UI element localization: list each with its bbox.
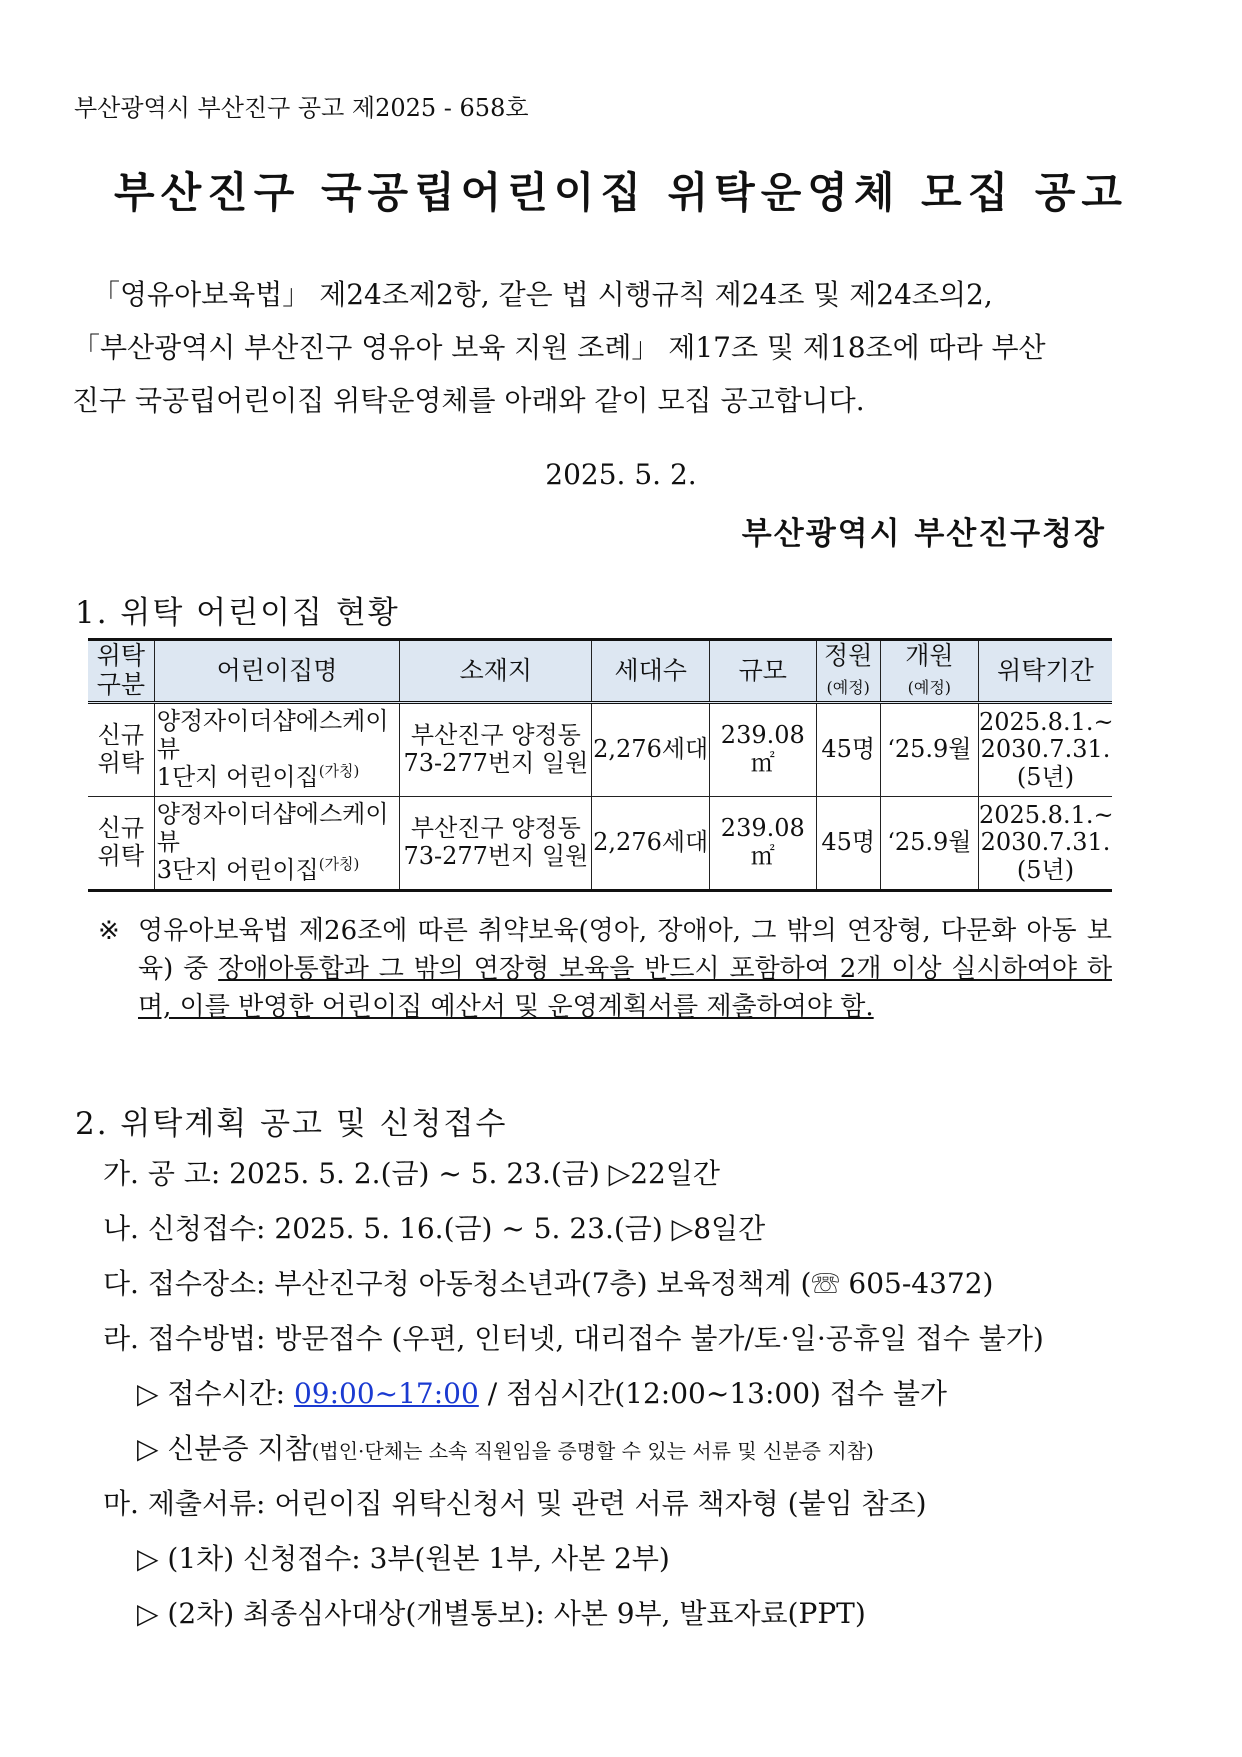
page-title: 부산진구 국공립어린이집 위탁운영체 모집 공고 <box>114 168 1128 217</box>
cell-location: 부산진구 양정동 73-277번지 일원 <box>400 703 592 797</box>
signer: 부산광역시 부산진구청장 <box>741 516 1106 552</box>
intro-line-3: 진구 국공립어린이집 위탁운영체를 아래와 같이 모집 공고합니다. <box>72 384 865 417</box>
item-announcement-period: 가. 공 고: 2025. 5. 2.(금) ~ 5. 23.(금) ▷22일간 <box>103 1157 720 1190</box>
item-reception-place: 다. 접수장소: 부산진구청 아동청소년과(7층) 보육정책계 (☏ 605-4372) <box>103 1267 994 1300</box>
cell-type: 신규 위탁 <box>88 703 154 797</box>
reception-hours-link[interactable]: 09:00~17:00 <box>293 1377 479 1410</box>
table-header-row <box>88 640 1112 703</box>
intro-line-1: 「영유아보육법」 제24조제2항, 같은 법 시행규칙 제24조 및 제24조의2, <box>92 278 993 311</box>
header-location: 소재지 <box>400 640 592 703</box>
cell-capacity: 45명 <box>816 703 880 797</box>
section-2-heading: 2. 위탁계획 공고 및 신청접수 <box>75 1106 508 1142</box>
cell-size: 239.08㎡ <box>709 703 816 797</box>
header-capacity: 정원 (예정) <box>816 640 880 703</box>
item-documents: 마. 제출서류: 어린이집 위탁신청서 및 관련 서류 책자형 (붙임 참조) <box>103 1487 927 1520</box>
item-reception-method: 라. 접수방법: 방문접수 (우편, 인터넷, 대리접수 불가/토·일·공휴일 접수 불가) <box>103 1322 1044 1355</box>
footnote-text: 영유아보육법 제26조에 따른 취약보육(영아, 장애아, 그 밖의 연장형, 다문화 아동 보육) 중 <box>138 916 1112 984</box>
notice-number: 부산광역시 부산진구 공고 제2025 - 658호 <box>74 94 529 122</box>
cell-opening: ‘25.9월 <box>880 703 978 797</box>
header-period: 위탁기간 <box>978 640 1112 703</box>
table-row <box>88 797 1112 891</box>
id-requirement: ▷ 신분증 지참(법인·단체는 소속 직원임을 증명할 수 있는 서류 및 신분증 지참) <box>137 1432 874 1465</box>
table-footnote <box>98 912 1112 1026</box>
cell-households: 2,276세대 <box>592 703 709 797</box>
section-1-heading: 1. 위탁 어린이집 현황 <box>75 595 400 631</box>
footnote-underlined-text: 장애아통합과 그 밖의 연장형 보육을 반드시 포함하여 2개 이상 실시하여야 하며, 이를 반영한 어린이집 예산서 및 운영계획서를 제출하여야 함. <box>138 954 1112 1022</box>
reference-mark-icon: ※ <box>98 916 120 946</box>
table-row <box>88 703 1112 797</box>
header-type: 위탁 구분 <box>88 640 154 703</box>
cell-size: 239.08㎡ <box>709 797 816 891</box>
header-size: 규모 <box>709 640 816 703</box>
intro-paragraph <box>72 268 1122 427</box>
cell-location: 부산진구 양정동 73-277번지 일원 <box>400 797 592 891</box>
cell-period: 2025.8.1.~ 2030.7.31. (5년) <box>978 703 1112 797</box>
reception-hours: ▷ 접수시간: 09:00~17:00 / 점심시간(12:00~13:00) 접수 불가 <box>137 1377 947 1410</box>
documents-first-round: ▷ (1차) 신청접수: 3부(원본 1부, 사본 2부) <box>137 1542 670 1575</box>
cell-capacity: 45명 <box>816 797 880 891</box>
cell-name: 양정자이더샵에스케이뷰 1단지 어린이집$^{(가칭)}$ <box>154 703 400 797</box>
application-items <box>103 1146 1044 1641</box>
cell-households: 2,276세대 <box>592 797 709 891</box>
intro-line-2: 「부산광역시 부산진구 영유아 보육 지원 조례」 제17조 및 제18조에 따라 부산 <box>72 331 1046 364</box>
documents-second-round: ▷ (2차) 최종심사대상(개별통보): 사본 9부, 발표자료(PPT) <box>137 1597 866 1630</box>
header-opening: 개원 (예정) <box>880 640 978 703</box>
cell-period: 2025.8.1.~ 2030.7.31. (5년) <box>978 797 1112 891</box>
cell-opening: ‘25.9월 <box>880 797 978 891</box>
cell-type: 신규 위탁 <box>88 797 154 891</box>
notice-date: 2025. 5. 2. <box>545 458 697 491</box>
item-application-period: 나. 신청접수: 2025. 5. 16.(금) ~ 5. 23.(금) ▷8일간 <box>103 1212 766 1245</box>
header-households: 세대수 <box>592 640 709 703</box>
daycare-status-table <box>88 638 1112 892</box>
header-name: 어린이집명 <box>154 640 400 703</box>
cell-name: 양정자이더샵에스케이뷰 3단지 어린이집$^{(가칭)}$ <box>154 797 400 891</box>
